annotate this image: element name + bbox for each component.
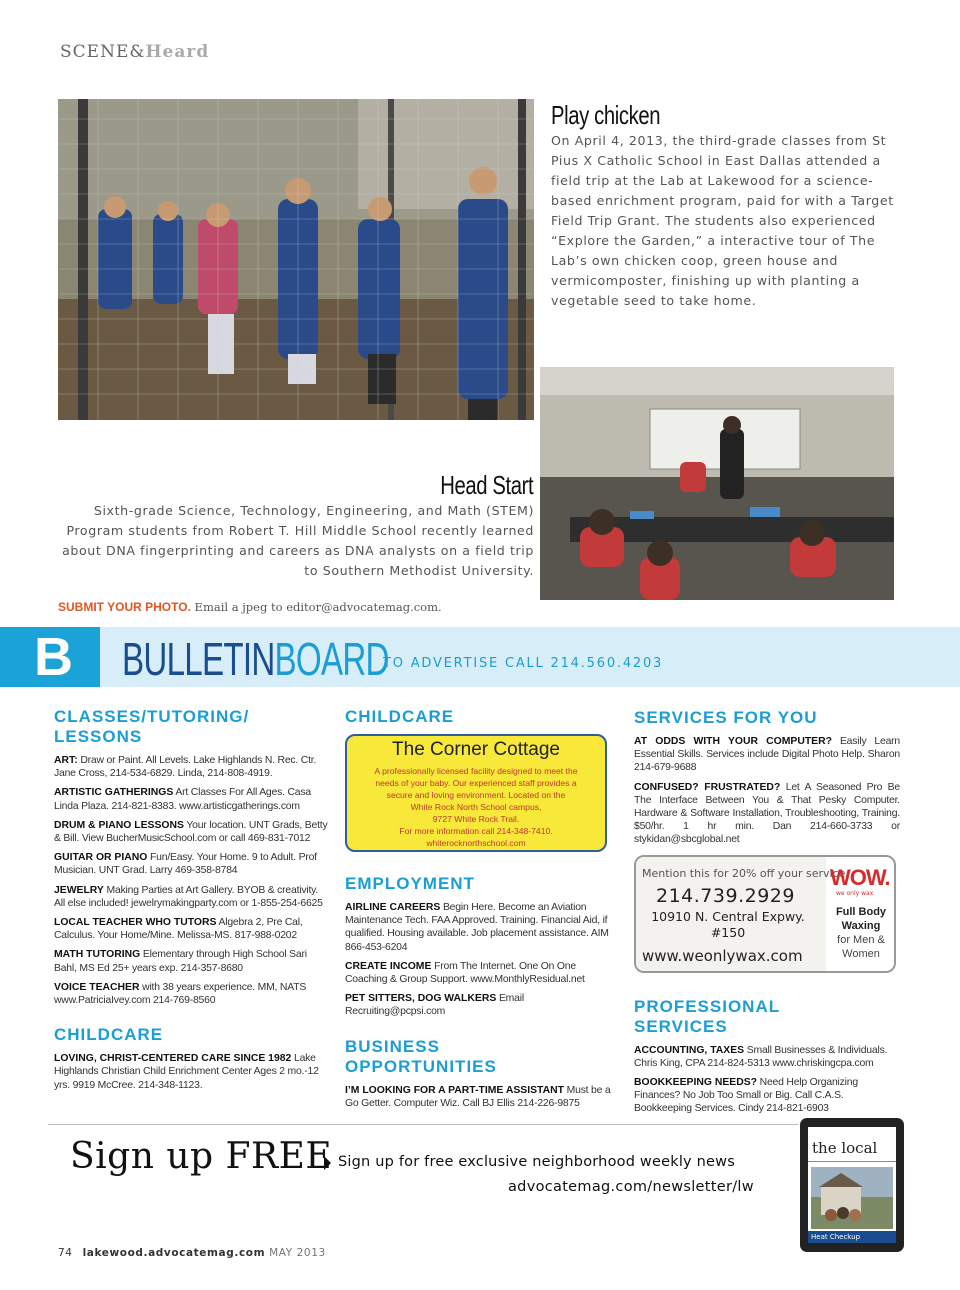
spacer: [345, 1025, 619, 1037]
spacer: [345, 852, 619, 874]
listing: [54, 1052, 328, 1092]
tablet-caption: Heat Checkup: [808, 1231, 896, 1243]
tablet-screen: [808, 1127, 896, 1243]
page-number: 74: [58, 1247, 73, 1259]
listing-text: Algebra 2, Pre Cal, Calculus. Your Home/Mine. Melissa-MS. 817-988-0202: [54, 917, 303, 942]
listing-name: BOOKKEEPING NEEDS?: [634, 1077, 757, 1089]
listing: [54, 754, 328, 780]
listing: [54, 884, 328, 910]
listing-text: Lake Highlands Christian Child Enrichment Center Ages 2 mo.-12 yrs. 9919 McCree. 214-348-1123.: [54, 1053, 319, 1091]
listing-text: Small Businesses & Individuals. Chris King, CPA 214-824-5313 www.chriskingcpa.com: [634, 1044, 888, 1069]
listing-text: Elementary through High School Sari Bahl, MS Ed 25+ years exp. 214-357-8680: [54, 949, 307, 974]
listing: [634, 1044, 900, 1070]
listing-name: JEWELRY: [54, 884, 104, 896]
listing-text: Easily Learn Essential Skills. Services include Digital Photo Help. Sharon 214-679-9688: [634, 736, 901, 774]
listing-name: VOICE TEACHER: [54, 981, 140, 993]
bulletin-title: [122, 634, 389, 684]
listing-text: Making Parties at Art Gallery. BYOB & creativity. All else included! jewelrymakingparty.com or 1-855-254-6625: [54, 884, 323, 909]
listing-text: Need Help Organizing Finances? No Job Too Small or Big. Call C.A.S. Bookkeeping Services. Cindy 214-821-6903: [634, 1077, 858, 1115]
ad-line: White Rock North School campus,: [410, 802, 542, 812]
listing: [345, 992, 619, 1018]
ad-line: For more information call 214-348-7410.: [399, 826, 553, 836]
listing-name: AIRLINE CAREERS: [345, 902, 441, 913]
listing: [345, 1084, 619, 1110]
tablet-rule: [808, 1161, 896, 1162]
section-header-heard: Heard: [145, 42, 210, 62]
listing-name: CREATE INCOME: [345, 960, 432, 972]
listing-text: Draw or Paint. All Levels. Lake Highlands N. Rec. Ctr. Jane Cross, 214-534-6829. Linda, 214-808-4919.: [54, 755, 317, 780]
advertise-call: TO ADVERTISE CALL 214.560.4203: [383, 656, 664, 671]
listing: [54, 948, 328, 974]
listing-text: Art Classes For All Ages. Casa Linda Plaza. 214-821-8383. www.artisticgatherings.com: [54, 787, 311, 812]
listing-name: ART:: [54, 755, 78, 766]
listing-text: Let A Seasoned Pro Be The Interface Between You & That Pesky Computer. Hardware & Software Installation, Troubleshooting, Training. $50/hr. 1 hr min. Dan 214-660-3733 or stykidan@sbcglobal.net: [634, 781, 900, 846]
listing-text: with 38 years experience. MM, NATS www.PatriciaIvey.com 214-769-8560: [54, 981, 307, 1007]
newsletter-link[interactable]: advocatemag.com/newsletter/lw: [508, 1179, 754, 1195]
arrow-right-icon: [324, 1156, 331, 1170]
listing: [634, 1076, 900, 1116]
column-childcare-employment: [345, 707, 619, 1116]
corner-cottage-ad: [345, 734, 607, 852]
signup-title: Sign up FREE: [70, 1136, 333, 1177]
listing-name: GUITAR OR PIANO: [54, 852, 148, 864]
spacer: [54, 1013, 328, 1025]
submit-photo-line: [58, 600, 442, 614]
listing-name: ARTISTIC GATHERINGS: [54, 787, 174, 799]
section-header-scene: SCENE&: [60, 42, 146, 62]
ad-service-line: Women: [842, 947, 880, 960]
listing-text: From The Internet. One On One Coaching & Group Support. www.MonthlyResidual.net: [345, 960, 585, 986]
signup-subtitle: Sign up for free exclusive neighborhood weekly news: [338, 1154, 735, 1170]
listing-name: I’M LOOKING FOR A PART-TIME ASSISTANT: [345, 1084, 564, 1096]
story-text-head-start: Sixth-grade Science, Technology, Engineering, and Math (STEM) Program students from Robert T. Hill Middle School recently learned about DNA fingerprinting and careers as DNA analysts on a field trip to Southern Methodist University.: [62, 503, 534, 578]
category-heading: CLASSES/TUTORING/ LESSONS: [54, 707, 250, 746]
wow-tagline: we only wax: [836, 889, 874, 897]
column-services: [634, 708, 900, 1122]
submit-photo-label: SUBMIT YOUR PHOTO.: [58, 600, 191, 614]
ad-address: [648, 909, 808, 941]
category-heading: SERVICES FOR YOU: [634, 708, 818, 727]
ad-line: A professionally licensed facility designed to meet the: [374, 766, 578, 776]
ad-address-line: #150: [710, 924, 746, 940]
listing: [634, 781, 900, 847]
listing-name: DRUM & PIANO LESSONS: [54, 819, 184, 831]
bulletin-letter: B: [0, 627, 100, 687]
ad-address-line: 10910 N. Central Expwy.: [651, 908, 805, 924]
bulletin-title-light: BOARD: [274, 633, 389, 685]
listing: [54, 786, 328, 812]
ad-line: secure and loving environment. Located on the: [386, 790, 566, 800]
listing-name: CONFUSED? FRUSTRATED?: [634, 781, 781, 793]
listing-text: Must be a Go Getter. Computer Wiz. Call BJ Ellis 214-226-9875: [345, 1084, 611, 1109]
listing-text: Begin Here. Become an Aviation Maintenance Tech. FAA Approved. Training. Financial Aid, if qualified. Housing available. Job placement assistance. AIM 866-453-6204: [345, 902, 609, 953]
lab-classroom-photo: [540, 367, 894, 600]
ad-website: whiterocknorthschool.com: [426, 838, 526, 848]
category-heading: CHILDCARE: [54, 1025, 164, 1045]
ad-line: needs of your baby. Our experienced staff provides a: [375, 778, 577, 788]
listing: [54, 981, 328, 1007]
story-title-head-start: Head Start: [439, 470, 533, 500]
listing-name: AT ODDS WITH YOUR COMPUTER?: [634, 736, 832, 747]
category-heading: PROFESSIONAL SERVICES: [634, 996, 780, 1036]
ad-services: [828, 905, 894, 961]
wow-logo: WOW.: [830, 864, 890, 890]
listing-name: MATH TUTORING: [54, 949, 141, 961]
listing: [345, 960, 619, 986]
chicken-coop-photo: [58, 99, 534, 420]
listing: [54, 916, 328, 942]
ad-title: The Corner Cottage: [392, 739, 560, 760]
listing: [54, 819, 328, 845]
ad-service-line: Full Body: [835, 905, 887, 918]
listing: [634, 735, 900, 775]
spacer: [634, 973, 900, 997]
page-footer: [58, 1247, 326, 1259]
listing-text: Email Recruiting@pcpsi.com: [345, 993, 524, 1018]
ad-phone: 214.739.2929: [656, 884, 795, 907]
footer-date: MAY 2013: [269, 1247, 326, 1259]
listing-text: Fun/Easy. Your Home. 9 to Adult. Prof Musician. UNT Grad. Larry 469-358-8784: [54, 852, 317, 877]
listing-name: ACCOUNTING, TAXES: [634, 1044, 745, 1056]
listing: [345, 901, 619, 954]
listing-text: Your location. UNT Grads, Betty & Bill. View BucherMusicSchool.com or call 469-831-7012: [54, 819, 328, 845]
tablet-photo: [811, 1167, 893, 1229]
section-header: [60, 42, 209, 62]
ad-service-line: Waxing: [841, 919, 881, 932]
ad-website: www.weonlywax.com: [642, 946, 803, 965]
wow-waxing-ad: [634, 855, 896, 973]
category-heading: EMPLOYMENT: [345, 874, 475, 893]
ad-offer: Mention this for 20% off your service: [642, 866, 846, 880]
listing-name: PET SITTERS, DOG WALKERS: [345, 993, 497, 1005]
column-classes: [54, 707, 328, 1098]
tablet-masthead: the local: [812, 1139, 878, 1157]
ad-line: 9727 White Rock Trail.: [432, 814, 520, 824]
submit-photo-email: Email a jpeg to editor@advocatemag.com.: [190, 600, 442, 614]
bulletin-title-dark: BULLETIN: [122, 633, 275, 685]
listing: [54, 851, 328, 877]
tablet-image: [800, 1118, 904, 1252]
listing-name: LOVING, CHRIST-CENTERED CARE SINCE 1982: [54, 1053, 292, 1065]
story-title-play-chicken: Play chicken: [551, 100, 661, 130]
category-heading: BUSINESS OPPORTUNITIES: [345, 1036, 497, 1076]
footer-site: lakewood.advocatemag.com: [82, 1247, 266, 1259]
ad-service-line: for Men &: [837, 933, 885, 946]
story-text-play-chicken: On April 4, 2013, the third-grade classes from St Pius X Catholic School in East Dallas attended a field trip at the Lab at Lakewood for a science-based enrichment program, paid for with a Target Field Trip Grant. The students also experienced “Explore the Garden,” a interactive tour of The Lab’s own chicken coop, green house and vermicomposter, finishing up with planting a vegetable seed to take home.: [551, 133, 894, 308]
category-heading: CHILDCARE: [345, 707, 455, 726]
divider: [48, 1124, 798, 1125]
listing-name: LOCAL TEACHER WHO TUTORS: [54, 917, 217, 929]
